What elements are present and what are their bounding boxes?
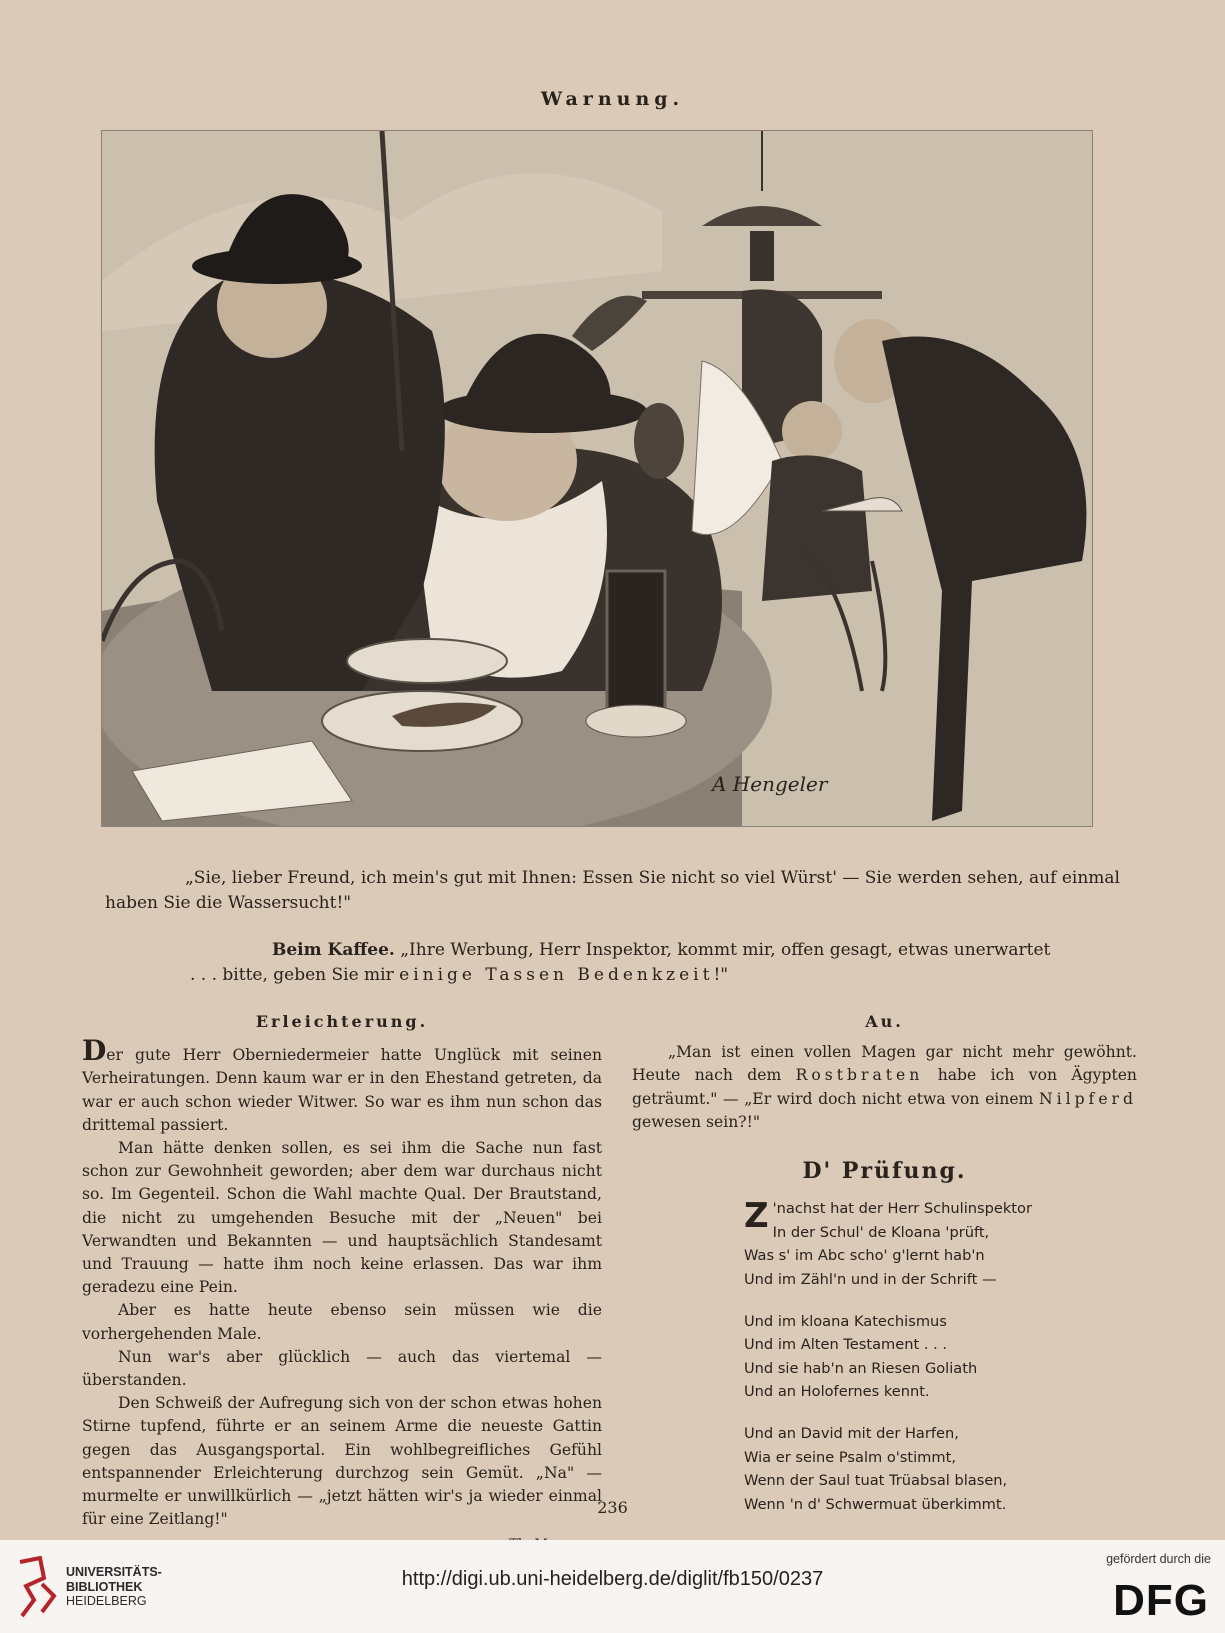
page-number: 236 [597,1498,628,1517]
kaffee-text-1: „Ihre Werbung, Herr Inspektor, kommt mir, offen gesagt, etwas unerwartet . . . bitte, geben Sie mir [190,940,1051,985]
column-au-and-poem [632,1010,1137,1534]
page-title: Warnung. [540,88,685,110]
dropcap-d: D [82,1034,107,1068]
kaffee-label: Beim Kaffee. [272,940,395,960]
poem-stanza-1 [744,1197,1137,1291]
heading-erleichterung: Erleichterung. [255,1012,429,1031]
column-erleichterung [82,1010,602,1557]
poem-line: In der Schul' de Kloana 'prüft, [772,1223,990,1241]
au-text-1: „Man ist einen vollen Magen gar nicht mehr gewöhnt. Heute nach dem [632,1043,1137,1085]
poem-line: Und im kloana Katechismus [744,1312,947,1330]
dfg-logo[interactable]: DFG [1113,1576,1209,1625]
cartoon-caption: „Sie, lieber Freund, ich mein's gut mit Ihnen: Essen Sie nicht so viel Würst' — Sie werden sehen, auf einmal haben Sie die Wassersucht!" [105,868,1120,913]
poem-line: Und sie hab'n an Riesen Goliath [744,1359,978,1377]
poem-line: Wia er seine Psalm o'stimmt, [744,1448,956,1466]
kaffee-emphasis: einige Tassen Bedenkzeit [399,965,714,985]
paragraph-au [632,1041,1137,1134]
library-name-line-1: UNIVERSITÄTS- [66,1565,162,1579]
paragraph-1-text: er gute Herr Oberniedermeier hatte Unglück mit seinen Verheiratungen. Denn kaum war er in den Ehestand getreten, da war er auch schon wieder Witwer. So war es ihm nun schon das drittemal passiert. [82,1046,602,1134]
poem-line: 'nachst hat der Herr Schulinspektor [772,1200,1032,1218]
library-name-line-2: BIBLIOTHEK [66,1579,143,1594]
poem-dropcap: Z [744,1196,769,1237]
poem-stanza-2 [744,1310,1137,1404]
poem-line: Und an Holofernes kennt. [744,1383,930,1401]
funding-label: gefördert durch die [1106,1552,1211,1566]
poem-line: Und im Zähl'n und in der Schrift — [744,1271,997,1288]
library-name-line-3: HEIDELBERG [66,1594,147,1608]
paragraph-1 [82,1034,602,1137]
poem-line: Wenn der Saul tuat Trüabsal blasen, [744,1472,1008,1490]
poem-body [744,1197,1137,1516]
anecdote-beim-kaffee [190,938,1060,988]
au-emphasis-1: Rostbraten [795,1066,924,1085]
au-text-2: habe ich von Ägypten geträumt." — „Er wird doch nicht etwa von einem [632,1066,1137,1108]
poem-title: D' Prüfung. [802,1158,967,1185]
poem-line: Wenn 'n d' Schwermuat überkimmt. [744,1495,1007,1513]
poem-line: Und im Alten Testament . . . [744,1336,948,1354]
au-emphasis-2: Nilpferd [1038,1089,1137,1108]
paragraph-5: Den Schweiß der Aufregung sich von der schon etwas hohen Stirne tupfend, führte er an seinem Arme die neueste Gattin gegen das Ausgangsportal. Ein wohlbegreifliches Gefühl entspannender Erleichterung durchzog sein Gemüt. „Na" — murmelte er unwillkürlich — „jetzt hätten wir's ja wieder einmal für eine Zeitlang!" [82,1394,602,1529]
paragraph-3: Aber es hatte heute ebenso sein müssen wie die vorhergehenden Male. [82,1301,602,1343]
permalink-url[interactable]: http://digi.ub.uni-heidelberg.de/diglit/fb150/0237 [401,1568,824,1590]
heading-au: Au. [865,1012,904,1031]
paragraph-2: Man hätte denken sollen, es sei ihm die Sache nun fast schon zur Gewohnheit geworden; aber dem war durchaus nicht so. Im Gegenteil. Schon die Wahl machte Qual. Der Brautstand, die nicht zu umgehenden Besuche mit der „Neuen" bei Verwandten und Bekannten — und hauptsächlich Standesamt und Trauung — hatte ihm noch keine erlassen. Das war ihm geradezu eine Pein. [82,1139,602,1297]
poem-line: Was s' im Abc scho' g'lernt hab'n [744,1247,985,1265]
au-text-3: gewesen sein?!" [632,1112,761,1131]
paragraph-4: Nun war's aber glücklich — auch das viertemal — überstanden. [82,1347,602,1390]
kaffee-text-2: !" [713,965,729,985]
poem-line: Und an David mit der Harfen, [744,1424,959,1442]
artist-signature: A Hengeler [712,772,828,796]
viewer-footer [0,1540,1225,1633]
tavern-scene-drawing [102,131,1092,826]
cartoon-illustration [101,130,1093,827]
